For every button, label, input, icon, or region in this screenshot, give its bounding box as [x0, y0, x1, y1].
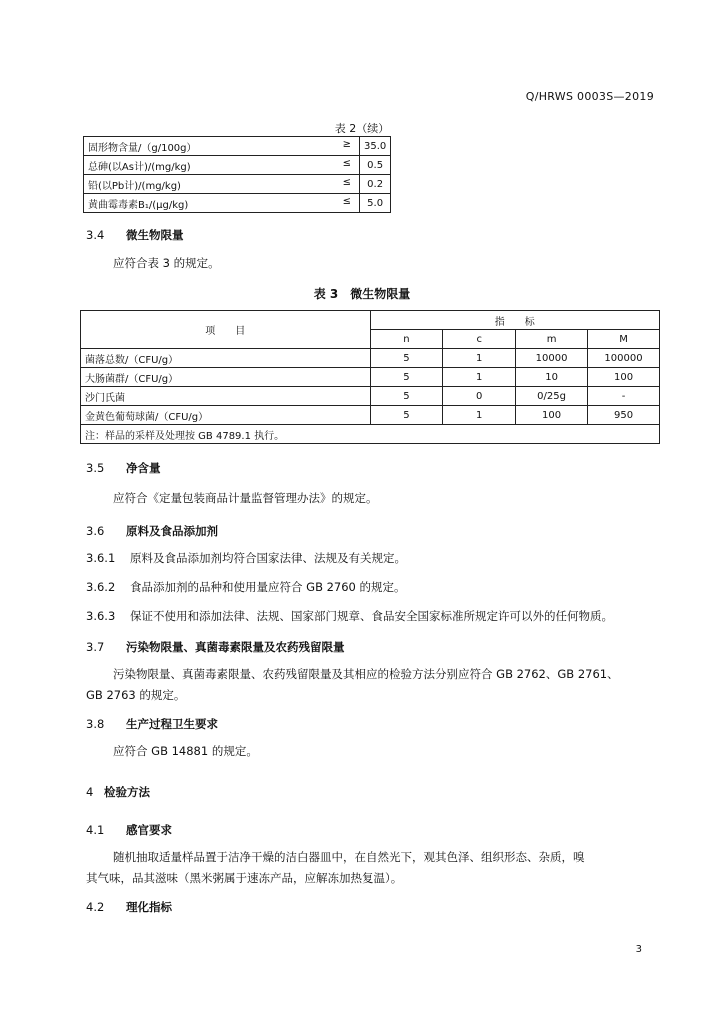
paragraph-3-4: 应符合表 3 的规定。 [113, 256, 220, 270]
section-number: 3.6 [86, 524, 105, 538]
paragraph-3-6-1 [86, 548, 406, 569]
table2 [83, 136, 659, 213]
section-title: 感官要求 [126, 823, 172, 837]
cell-c: 0 [443, 387, 516, 406]
cell-M: 100000 [588, 349, 660, 368]
table3 [80, 310, 660, 444]
table-cell-item [84, 175, 360, 194]
clause-text: 食品添加剂的品种和使用量应符合 GB 2760 的规定。 [130, 580, 406, 594]
cell-text: 黄曲霉毒素B₁/(μg/kg) [88, 199, 189, 211]
section-number: 3.7 [86, 640, 105, 654]
section-number: 4.1 [86, 823, 105, 837]
section-title: 检验方法 [104, 785, 150, 799]
section-heading-3-8 [86, 716, 218, 732]
header-n: n [370, 330, 443, 349]
cell-item: 金黄色葡萄球菌/（CFU/g） [81, 406, 371, 425]
section-number: 3.4 [86, 228, 105, 242]
clause-number: 3.6.1 [86, 551, 116, 565]
cell-M: - [588, 387, 660, 406]
clause-text: 保证不使用和添加法律、法规、国家部门规章、食品安全国家标准所规定许可以外的任何物质。 [130, 609, 613, 623]
table-cell-item [84, 194, 360, 213]
cell-c: 1 [443, 406, 516, 425]
header-M: M [588, 330, 660, 349]
section-heading-4-1 [86, 822, 172, 838]
section-heading-3-5 [86, 460, 161, 476]
header-item: 项 目 [81, 311, 371, 349]
table-row [81, 387, 660, 406]
table3-caption: 表 3 微生物限量 [313, 287, 411, 301]
header-c: c [443, 330, 516, 349]
cell-item: 大肠菌群/（CFU/g） [81, 368, 371, 387]
operator: ≤ [342, 157, 351, 169]
header-index: 指 标 [370, 311, 659, 330]
clause-number: 3.6.3 [86, 609, 116, 623]
cell-n: 5 [370, 406, 443, 425]
clause-number: 3.6.2 [86, 580, 116, 594]
clause-text: 原料及食品添加剂均符合国家法律、法规及有关规定。 [130, 551, 406, 565]
table-row [84, 194, 659, 213]
paragraph-3-5: 应符合《定量包装商品计量监督管理办法》的规定。 [113, 491, 378, 505]
cell-item: 沙门氏菌 [81, 387, 371, 406]
table-cell-value: 0.5 [360, 156, 391, 175]
table-row [81, 368, 660, 387]
operator: ≤ [342, 176, 351, 188]
section-title: 生产过程卫生要求 [126, 717, 218, 731]
paragraph-4-1-line2: 其气味，品其滋味（黑米粥属于速冻产品，应解冻加热复温）。 [86, 871, 403, 885]
section-title: 理化指标 [126, 900, 172, 914]
section-heading-4 [86, 784, 150, 800]
section-heading-4-2 [86, 899, 172, 915]
section-number: 3.8 [86, 717, 105, 731]
table-row [81, 349, 660, 368]
table-row [84, 137, 659, 156]
table-cell-item [84, 137, 360, 156]
cell-m: 10000 [516, 349, 588, 368]
paragraph-3-7-line1: 污染物限量、真菌毒素限量、农药残留限量及其相应的检验方法分别应符合 GB 2762、GB 2761、 [113, 667, 619, 681]
section-title: 微生物限量 [126, 228, 184, 242]
table-cell-value: 0.2 [360, 175, 391, 194]
section-heading-3-6 [86, 523, 218, 539]
cell-c: 1 [443, 368, 516, 387]
table-note-row [81, 425, 660, 444]
operator: ≤ [342, 195, 351, 207]
cell-m: 100 [516, 406, 588, 425]
paragraph-3-7-line2: GB 2763 的规定。 [86, 688, 186, 702]
section-number: 3.5 [86, 461, 105, 475]
table-cell-value: 5.0 [360, 194, 391, 213]
header-m: m [516, 330, 588, 349]
paragraph-3-8: 应符合 GB 14881 的规定。 [113, 744, 258, 758]
table-cell-item [84, 156, 360, 175]
section-number: 4.2 [86, 900, 105, 914]
paragraph-3-6-3 [86, 606, 613, 627]
section-title: 原料及食品添加剂 [126, 524, 218, 538]
paragraph-4-1-line1: 随机抽取适量样品置于洁净干燥的洁白器皿中，在自然光下，观其色泽、组织形态、杂质，嗅 [113, 850, 585, 864]
cell-text: 总砷(以As计)/(mg/kg) [88, 161, 191, 173]
section-heading-3-7 [86, 639, 345, 655]
page-number: 3 [635, 944, 642, 955]
table-note: 注：样品的采样及处理按 GB 4789.1 执行。 [81, 425, 660, 444]
section-title: 污染物限量、真菌毒素限量及农药残留限量 [126, 640, 345, 654]
section-number: 4 [86, 785, 94, 799]
standard-code: Q/HRWS 0003S—2019 [525, 90, 654, 103]
cell-M: 950 [588, 406, 660, 425]
cell-text: 固形物含量/（g/100g） [88, 142, 197, 154]
table-row [84, 175, 659, 194]
table-row [84, 156, 659, 175]
paragraph-3-6-2 [86, 577, 406, 598]
section-title: 净含量 [126, 461, 161, 475]
cell-M: 100 [588, 368, 660, 387]
section-heading-3-4 [86, 227, 184, 243]
cell-n: 5 [370, 349, 443, 368]
cell-item: 菌落总数/（CFU/g） [81, 349, 371, 368]
cell-n: 5 [370, 387, 443, 406]
table-header-row [81, 311, 660, 330]
table2-caption: 表 2（续） [334, 122, 390, 135]
cell-n: 5 [370, 368, 443, 387]
cell-text: 铅(以Pb计)/(mg/kg) [88, 180, 181, 192]
table-cell-value: 35.0 [360, 137, 391, 156]
table-row [81, 406, 660, 425]
operator: ≥ [342, 138, 351, 150]
cell-m: 10 [516, 368, 588, 387]
cell-c: 1 [443, 349, 516, 368]
cell-m: 0/25g [516, 387, 588, 406]
